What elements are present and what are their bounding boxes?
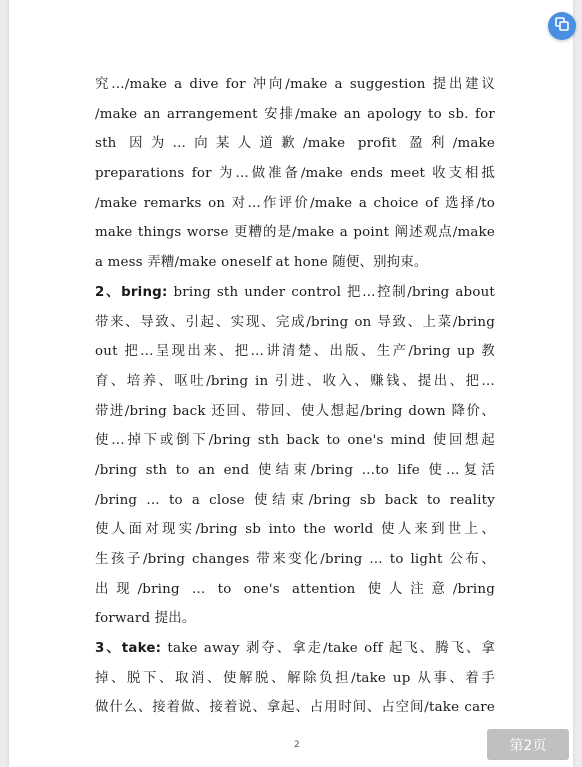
text-line: preparations for 为…做准备/make ends meet 收支相抵	[95, 166, 495, 182]
section-3-heading: 3、take:	[95, 641, 162, 657]
text-line: /make remarks on 对…作评价/make a choice of 选择/to	[95, 195, 495, 211]
text-line: a mess 弄糟/make oneself at hone 随便、别拘束。	[95, 255, 428, 271]
text-line: 生孩子/bring changes 带来变化/bring … to light 公布、	[95, 552, 495, 567]
text-line: 育、培养、呕吐/bring in 引进、收入、赚钱、提出、把…	[95, 373, 495, 389]
page-footer-number: 2	[294, 740, 300, 750]
document-page	[9, 0, 573, 767]
text-line: 做什么、接着做、接着说、拿起、占用时间、占空间/take care	[95, 700, 495, 716]
section-3-first-line	[95, 634, 495, 664]
text-line: sth 因为…向某人道歉/make profit 盈利/make	[95, 136, 495, 152]
text-line: 掉、脱下、取消、使解脱、解除负担/take up 从事、着手	[95, 670, 495, 686]
section-2-first-text: bring sth under control 把…控制/bring about	[167, 284, 495, 300]
switch-view-button[interactable]	[548, 12, 576, 40]
section-2-first-line	[95, 278, 495, 308]
text-line: /bring … to a close 使结束/bring sb back to reality	[95, 492, 495, 508]
section-3-first-text: take away 剥夺、拿走/take off 起飞、腾飞、拿	[161, 641, 495, 657]
page-indicator-button[interactable]: 第2页	[487, 729, 569, 760]
document-body	[95, 70, 495, 723]
switch-view-icon	[554, 16, 570, 36]
text-line: 使人面对现实/bring sb into the world 使人来到世上、	[95, 522, 495, 538]
text-line: 使…掉下或倒下/bring sth back to one's mind 使回想起	[95, 433, 495, 449]
text-line: 带进/bring back 还回、带回、使人想起/bring down 降价、	[95, 403, 495, 419]
section-2-heading: 2、bring:	[95, 284, 168, 300]
text-line: 究…/make a dive for 冲向/make a suggestion 提出建议	[95, 77, 495, 92]
text-line: 带来、导致、引起、实现、完成/bring on 导致、上菜/bring	[95, 314, 495, 330]
text-line: /bring sth to an end 使结束/bring …to life 使…复活	[95, 462, 495, 478]
text-line: 出现/bring … to one's attention 使人注意/bring	[95, 581, 495, 597]
text-line: /make an arrangement 安排/make an apology to sb. for	[95, 106, 495, 122]
text-line: forward 提出。	[95, 611, 196, 627]
text-line: make things worse 更糟的是/make a point 阐述观点/make	[95, 225, 495, 241]
text-line: out 把…呈现出来、把…讲清楚、出版、生产/bring up 教	[95, 344, 495, 360]
